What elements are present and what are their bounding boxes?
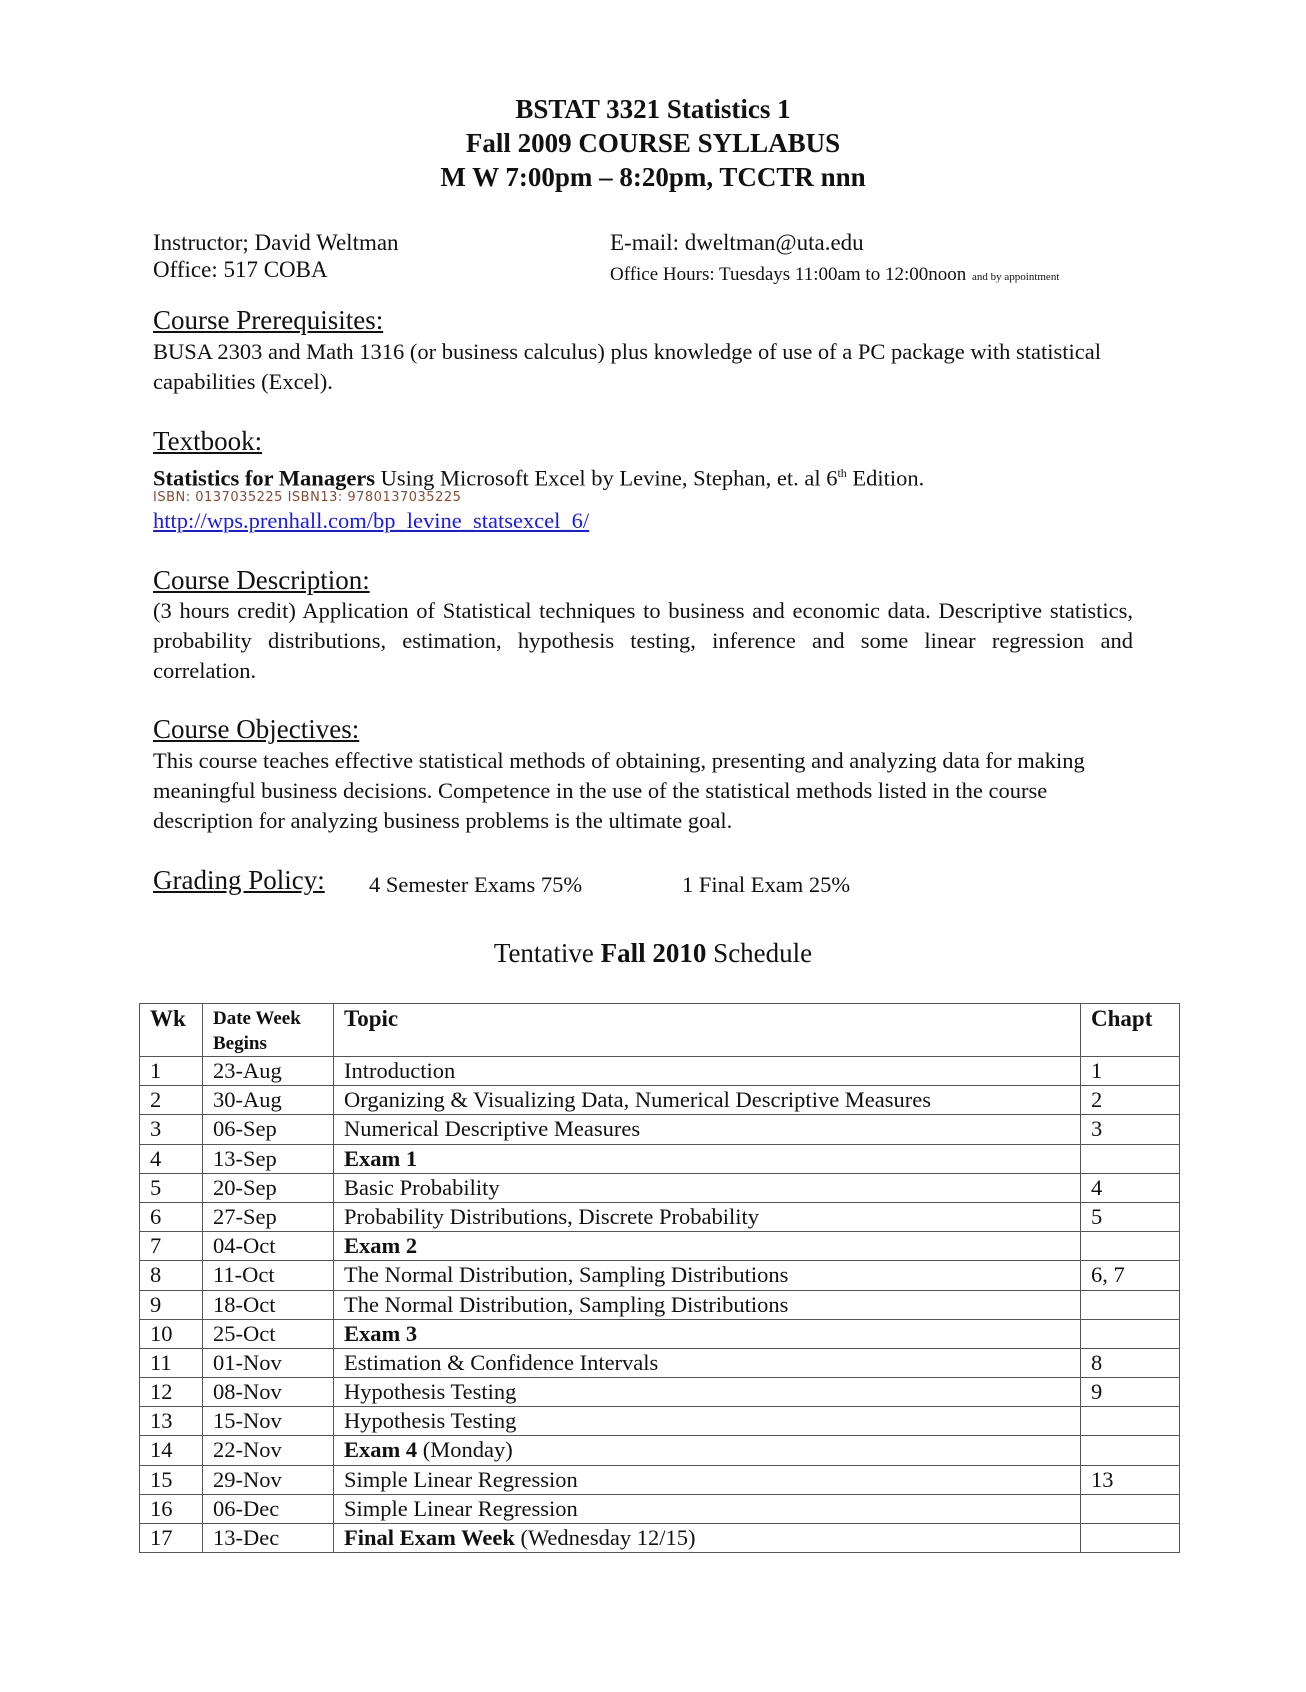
description-text: (3 hours credit) Application of Statistical techniques to business and economic data. Descriptive statistics, probability distributions, estimation, hypothesis testing, inference and some linear regression and correlation. xyxy=(153,598,1133,683)
topic-text: Simple Linear Regression xyxy=(344,1495,578,1521)
col-chapt: Chapt xyxy=(1081,1004,1180,1057)
cell-topic xyxy=(334,1348,1081,1377)
prerequisites-heading: Course Prerequisites: xyxy=(153,305,384,335)
cell-wk: 11 xyxy=(140,1348,203,1377)
col-wk: Wk xyxy=(140,1004,203,1057)
cell-date: 13-Sep xyxy=(203,1144,334,1173)
cell-wk: 1 xyxy=(140,1057,203,1086)
cell-wk: 5 xyxy=(140,1173,203,1202)
cell-topic xyxy=(334,1173,1081,1202)
table-row xyxy=(140,1202,1180,1231)
table-row xyxy=(140,1436,1180,1465)
cell-date: 30-Aug xyxy=(203,1086,334,1115)
topic-bold: Exam 1 xyxy=(344,1145,418,1171)
schedule-header-row xyxy=(140,1004,1180,1057)
cell-topic xyxy=(334,1057,1081,1086)
topic-text: Organizing & Visualizing Data, Numerical Descriptive Measures xyxy=(344,1087,932,1113)
meeting-time: M W 7:00pm – 8:20pm, TCCTR nnn xyxy=(440,162,866,192)
topic-text: Numerical Descriptive Measures xyxy=(344,1116,641,1142)
textbook-title-bold: Statistics for Managers xyxy=(153,465,376,491)
cell-chapt: 9 xyxy=(1081,1378,1180,1407)
cell-date: 06-Dec xyxy=(203,1494,334,1523)
schedule-title-pre: Tentative xyxy=(493,938,601,968)
cell-date: 20-Sep xyxy=(203,1173,334,1202)
topic-text: Hypothesis Testing xyxy=(344,1408,517,1434)
cell-wk: 16 xyxy=(140,1494,203,1523)
course-title: BSTAT 3321 Statistics 1 xyxy=(515,94,791,124)
table-row xyxy=(140,1261,1180,1290)
topic-text: Probability Distributions, Discrete Probability xyxy=(344,1203,759,1229)
col-date: Date Week Begins xyxy=(203,1004,334,1057)
textbook-isbn: ISBN: 0137035225 ISBN13: 9780137035225 xyxy=(153,490,462,505)
table-row xyxy=(140,1348,1180,1377)
cell-wk: 14 xyxy=(140,1436,203,1465)
cell-chapt: 13 xyxy=(1081,1465,1180,1494)
syllabus-title: Fall 2009 COURSE SYLLABUS xyxy=(465,128,841,158)
cell-topic xyxy=(334,1261,1081,1290)
table-row xyxy=(140,1290,1180,1319)
cell-chapt: 5 xyxy=(1081,1202,1180,1231)
table-row xyxy=(140,1524,1180,1553)
table-row xyxy=(140,1378,1180,1407)
cell-wk: 15 xyxy=(140,1465,203,1494)
cell-wk: 8 xyxy=(140,1261,203,1290)
office-hours xyxy=(610,259,1059,291)
grading-semester: 4 Semester Exams 75% xyxy=(369,872,583,897)
cell-chapt xyxy=(1081,1290,1180,1319)
topic-bold: Exam 3 xyxy=(344,1320,418,1346)
cell-topic xyxy=(334,1465,1081,1494)
topic-text: The Normal Distribution, Sampling Distributions xyxy=(344,1291,789,1317)
table-row xyxy=(140,1115,1180,1144)
cell-wk: 6 xyxy=(140,1202,203,1231)
textbook-edition-sup: th xyxy=(837,466,847,480)
table-row xyxy=(140,1144,1180,1173)
textbook-title-rest: Using Microsoft Excel by Levine, Stephan, et. al 6 xyxy=(375,465,838,491)
schedule-title-post: Schedule xyxy=(706,938,813,968)
cell-date: 11-Oct xyxy=(203,1261,334,1290)
description-heading: Course Description: xyxy=(153,565,370,595)
schedule-title-bold: Fall 2010 xyxy=(600,938,707,968)
topic-text: (Monday) xyxy=(417,1437,513,1463)
table-row xyxy=(140,1057,1180,1086)
grading-final: 1 Final Exam 25% xyxy=(682,872,851,897)
cell-chapt xyxy=(1081,1232,1180,1261)
cell-topic xyxy=(334,1378,1081,1407)
cell-date: 08-Nov xyxy=(203,1378,334,1407)
cell-chapt: 2 xyxy=(1081,1086,1180,1115)
textbook-edition: Edition. xyxy=(846,465,925,491)
topic-text: Hypothesis Testing xyxy=(344,1379,517,1405)
table-row xyxy=(140,1232,1180,1261)
cell-date: 01-Nov xyxy=(203,1348,334,1377)
office-hours-note: and by appointment xyxy=(972,271,1060,283)
topic-text: Introduction xyxy=(344,1058,456,1083)
cell-date: 15-Nov xyxy=(203,1407,334,1436)
cell-wk: 4 xyxy=(140,1144,203,1173)
cell-topic xyxy=(334,1524,1081,1553)
cell-wk: 7 xyxy=(140,1232,203,1261)
office-hours-text: Office Hours: Tuesdays 11:00am to 12:00noon xyxy=(610,264,967,285)
cell-topic xyxy=(334,1319,1081,1348)
col-topic: Topic xyxy=(334,1004,1081,1057)
cell-topic xyxy=(334,1232,1081,1261)
topic-text: The Normal Distribution, Sampling Distributions xyxy=(344,1262,789,1288)
cell-chapt: 8 xyxy=(1081,1348,1180,1377)
cell-topic xyxy=(334,1436,1081,1465)
textbook-link[interactable]: http://wps.prenhall.com/bp_levine_statsexcel_6/ xyxy=(153,508,590,533)
topic-text: (Wednesday 12/15) xyxy=(514,1525,696,1550)
cell-wk: 17 xyxy=(140,1524,203,1553)
cell-wk: 2 xyxy=(140,1086,203,1115)
cell-topic xyxy=(334,1115,1081,1144)
topic-text: Simple Linear Regression xyxy=(344,1466,578,1492)
topic-text: Estimation & Confidence Intervals xyxy=(344,1349,659,1375)
cell-topic xyxy=(334,1086,1081,1115)
cell-chapt xyxy=(1081,1407,1180,1436)
instructor-name: Instructor; David Weltman xyxy=(153,230,399,255)
cell-date: 29-Nov xyxy=(203,1465,334,1494)
cell-chapt xyxy=(1081,1494,1180,1523)
cell-chapt xyxy=(1081,1436,1180,1465)
schedule-table xyxy=(139,1003,1180,1553)
prerequisites-text: BUSA 2303 and Math 1316 (or business calculus) plus knowledge of use of a PC package with statistical capabilities (Excel). xyxy=(153,339,1101,394)
topic-bold: Final Exam Week xyxy=(344,1525,515,1550)
textbook-title xyxy=(153,458,1143,494)
table-row xyxy=(140,1407,1180,1436)
cell-date: 18-Oct xyxy=(203,1290,334,1319)
cell-date: 22-Nov xyxy=(203,1436,334,1465)
cell-date: 04-Oct xyxy=(203,1232,334,1261)
cell-wk: 12 xyxy=(140,1378,203,1407)
table-row xyxy=(140,1494,1180,1523)
cell-wk: 3 xyxy=(140,1115,203,1144)
cell-topic xyxy=(334,1407,1081,1436)
table-row xyxy=(140,1319,1180,1348)
cell-topic xyxy=(334,1494,1081,1523)
cell-chapt: 4 xyxy=(1081,1173,1180,1202)
objectives-heading: Course Objectives: xyxy=(153,714,360,744)
cell-wk: 13 xyxy=(140,1407,203,1436)
table-row xyxy=(140,1465,1180,1494)
cell-chapt xyxy=(1081,1144,1180,1173)
cell-date: 23-Aug xyxy=(203,1057,334,1086)
office-location: Office: 517 COBA xyxy=(153,257,328,282)
cell-chapt: 3 xyxy=(1081,1115,1180,1144)
cell-chapt: 1 xyxy=(1081,1057,1180,1086)
topic-bold: Exam 4 xyxy=(344,1437,418,1463)
cell-date: 27-Sep xyxy=(203,1202,334,1231)
cell-topic xyxy=(334,1202,1081,1231)
table-row xyxy=(140,1086,1180,1115)
cell-date: 13-Dec xyxy=(203,1524,334,1553)
schedule-title xyxy=(0,938,1306,969)
cell-wk: 9 xyxy=(140,1290,203,1319)
table-row xyxy=(140,1173,1180,1202)
document-title xyxy=(0,92,1306,194)
cell-topic xyxy=(334,1290,1081,1319)
textbook-heading: Textbook: xyxy=(153,426,263,456)
instructor-email: E-mail: dweltman@uta.edu xyxy=(610,230,864,255)
cell-chapt xyxy=(1081,1524,1180,1553)
objectives-text: This course teaches effective statistical methods of obtaining, presenting and analyzing data for making meaningful business decisions. Competence in the use of the statistical methods listed in the course description for analyzing business problems is the ultimate goal. xyxy=(153,748,1085,833)
cell-wk: 10 xyxy=(140,1319,203,1348)
cell-date: 25-Oct xyxy=(203,1319,334,1348)
cell-chapt xyxy=(1081,1319,1180,1348)
cell-topic xyxy=(334,1144,1081,1173)
topic-text: Basic Probability xyxy=(344,1174,500,1200)
grading-heading: Grading Policy: xyxy=(153,865,325,895)
topic-bold: Exam 2 xyxy=(344,1233,418,1259)
cell-chapt: 6, 7 xyxy=(1081,1261,1180,1290)
cell-date: 06-Sep xyxy=(203,1115,334,1144)
